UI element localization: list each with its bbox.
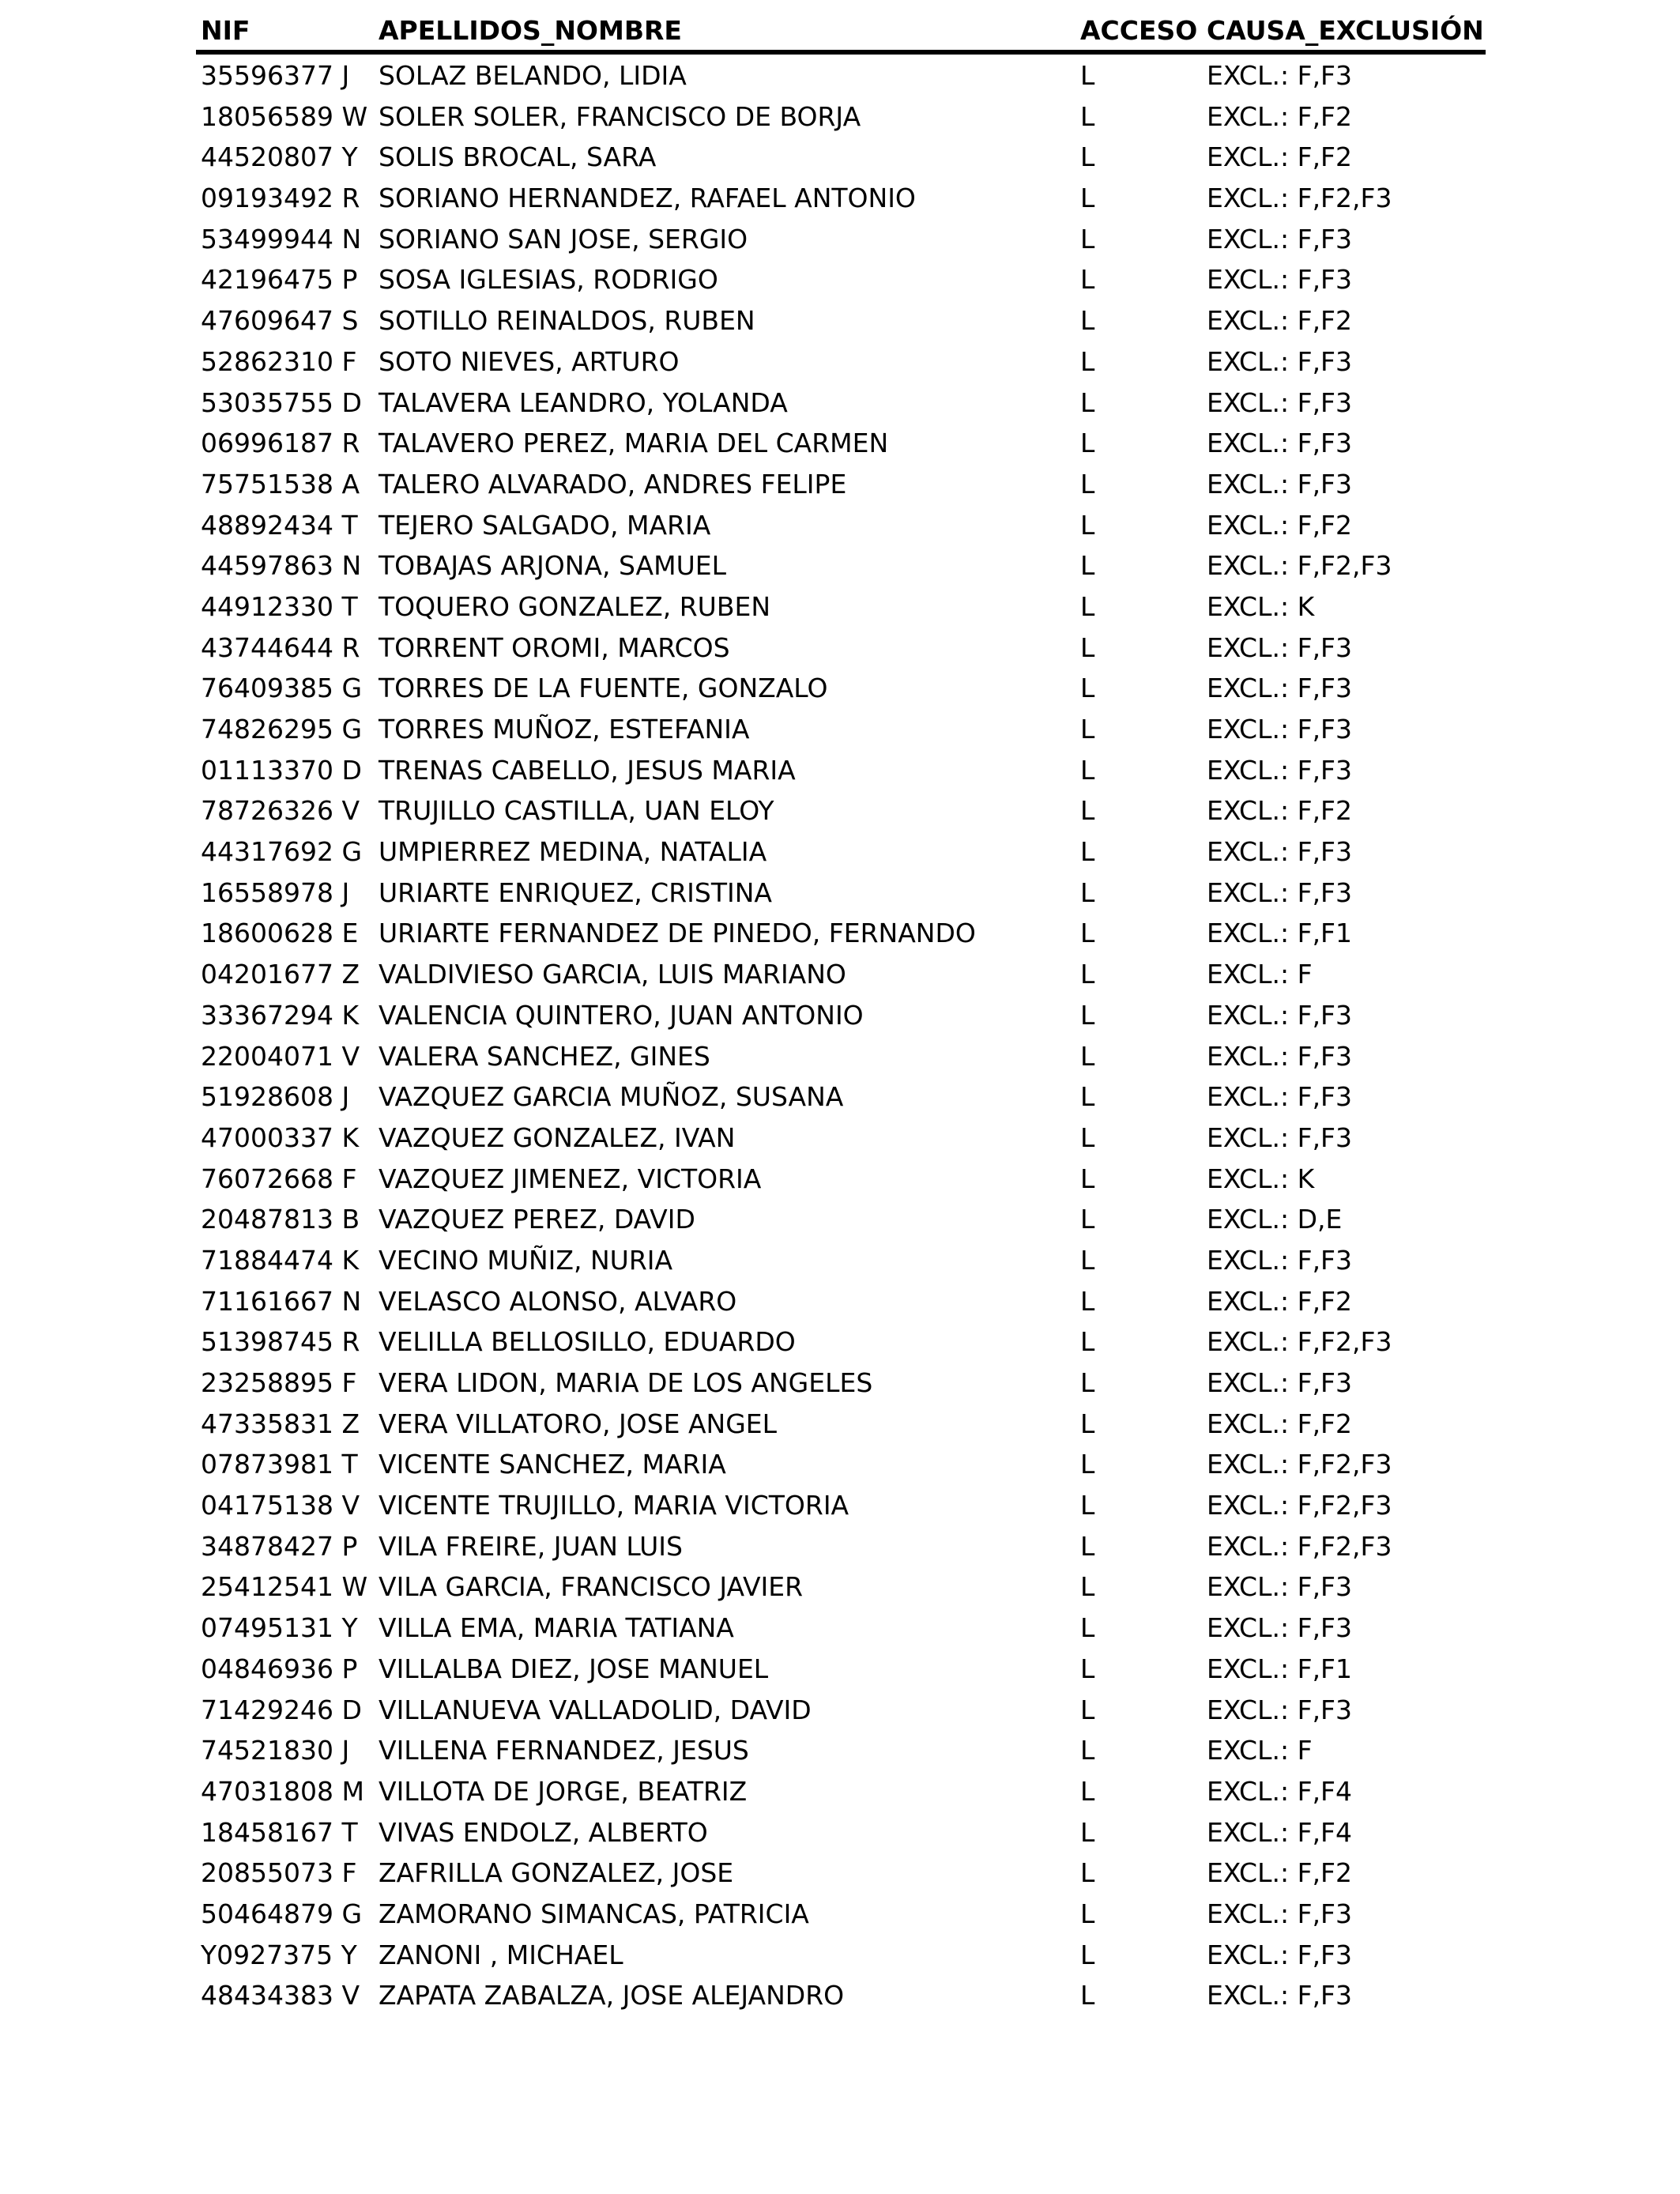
- cell-nif: 23258895 F: [201, 1367, 357, 1398]
- cell-nif: 33367294 K: [201, 999, 360, 1031]
- cell-causa-exclusion: EXCL.: F,F3: [1207, 468, 1353, 499]
- cell-causa-exclusion: EXCL.: F,F3: [1207, 714, 1353, 745]
- cell-causa-exclusion: EXCL.: F,F3: [1207, 836, 1353, 868]
- cell-causa-exclusion: EXCL.: F,F3: [1207, 754, 1353, 786]
- cell-nif: 16558978 J: [201, 876, 350, 908]
- table-row: [0, 1649, 1680, 1690]
- cell-apellidos-nombre: TOBAJAS ARJONA, SAMUEL: [379, 550, 726, 582]
- cell-apellidos-nombre: SOTILLO REINALDOS, RUBEN: [379, 305, 755, 337]
- cell-apellidos-nombre: ZAFRILLA GONZALEZ, JOSE: [379, 1857, 734, 1889]
- cell-nif: 52862310 F: [201, 345, 357, 377]
- cell-acceso: L: [1080, 1285, 1095, 1317]
- cell-causa-exclusion: EXCL.: F: [1207, 1735, 1313, 1766]
- table-row: [0, 1444, 1680, 1485]
- cell-nif: 04201677 Z: [201, 959, 360, 990]
- cell-causa-exclusion: EXCL.: F,F3: [1207, 1081, 1353, 1113]
- cell-causa-exclusion: EXCL.: F,F2: [1207, 141, 1353, 173]
- cell-causa-exclusion: EXCL.: F,F3: [1207, 1898, 1353, 1929]
- cell-nif: 07873981 T: [201, 1449, 358, 1480]
- cell-nif: 51928608 J: [201, 1081, 350, 1113]
- cell-nif: 25412541 W: [201, 1571, 368, 1603]
- table-row: [0, 1894, 1680, 1935]
- cell-apellidos-nombre: TORRES MUÑOZ, ESTEFANIA: [379, 714, 750, 745]
- table-row: [0, 586, 1680, 628]
- cell-apellidos-nombre: SORIANO SAN JOSE, SERGIO: [379, 223, 748, 254]
- table-row: [0, 423, 1680, 464]
- table-row: [0, 1566, 1680, 1608]
- cell-apellidos-nombre: VAZQUEZ JIMENEZ, VICTORIA: [379, 1163, 762, 1194]
- cell-nif: 47031808 M: [201, 1775, 364, 1807]
- cell-nif: 48892434 T: [201, 509, 358, 541]
- cell-acceso: L: [1080, 1449, 1095, 1480]
- table-row: [0, 1935, 1680, 1976]
- cell-causa-exclusion: EXCL.: F,F3: [1207, 1694, 1353, 1725]
- table-row: [0, 1076, 1680, 1118]
- cell-nif: 76409385 G: [201, 673, 363, 704]
- cell-nif: 47000337 K: [201, 1122, 360, 1153]
- table-row: [0, 96, 1680, 138]
- cell-apellidos-nombre: VILLANUEVA VALLADOLID, DAVID: [379, 1694, 812, 1725]
- cell-apellidos-nombre: VICENTE SANCHEZ, MARIA: [379, 1449, 726, 1480]
- header-apellidos-nombre: APELLIDOS_NOMBRE: [379, 15, 682, 46]
- cell-apellidos-nombre: SOSA IGLESIAS, RODRIGO: [379, 264, 718, 296]
- cell-causa-exclusion: EXCL.: F,F3: [1207, 1040, 1353, 1072]
- cell-causa-exclusion: EXCL.: F,F3: [1207, 1980, 1353, 2011]
- cell-acceso: L: [1080, 631, 1095, 663]
- cell-acceso: L: [1080, 1081, 1095, 1113]
- cell-nif: 51398745 R: [201, 1326, 360, 1358]
- table-row: [0, 1975, 1680, 2016]
- cell-causa-exclusion: EXCL.: F,F3: [1207, 673, 1353, 704]
- cell-causa-exclusion: EXCL.: F,F3: [1207, 223, 1353, 254]
- cell-acceso: L: [1080, 1653, 1095, 1684]
- table-row: [0, 913, 1680, 954]
- table-row: [0, 1730, 1680, 1771]
- header-nif: NIF: [201, 15, 250, 46]
- cell-nif: 34878427 P: [201, 1530, 358, 1562]
- header-rule: [196, 50, 1486, 55]
- cell-acceso: L: [1080, 1530, 1095, 1562]
- cell-causa-exclusion: EXCL.: F,F2: [1207, 1285, 1353, 1317]
- cell-apellidos-nombre: VAZQUEZ GARCIA MUÑOZ, SUSANA: [379, 1081, 844, 1113]
- cell-causa-exclusion: EXCL.: F,F2,F3: [1207, 550, 1392, 582]
- table-row: [0, 831, 1680, 873]
- cell-apellidos-nombre: TORRENT OROMI, MARCOS: [379, 631, 730, 663]
- cell-acceso: L: [1080, 305, 1095, 337]
- table-row: [0, 1608, 1680, 1649]
- cell-apellidos-nombre: SORIANO HERNANDEZ, RAFAEL ANTONIO: [379, 183, 916, 214]
- table-row: [0, 1159, 1680, 1200]
- cell-causa-exclusion: EXCL.: F,F2: [1207, 100, 1353, 132]
- cell-nif: 22004071 V: [201, 1040, 360, 1072]
- table-row: [0, 178, 1680, 219]
- cell-acceso: L: [1080, 1244, 1095, 1276]
- table-row: [0, 137, 1680, 178]
- table-row: [0, 1118, 1680, 1159]
- table-row: [0, 750, 1680, 791]
- cell-apellidos-nombre: VILA GARCIA, FRANCISCO JAVIER: [379, 1571, 804, 1603]
- cell-acceso: L: [1080, 1612, 1095, 1644]
- cell-nif: 04175138 V: [201, 1490, 360, 1521]
- cell-causa-exclusion: EXCL.: F,F3: [1207, 1612, 1353, 1644]
- cell-acceso: L: [1080, 1857, 1095, 1889]
- cell-causa-exclusion: EXCL.: F,F3: [1207, 264, 1353, 296]
- cell-acceso: L: [1080, 1490, 1095, 1521]
- cell-acceso: L: [1080, 1571, 1095, 1603]
- cell-causa-exclusion: EXCL.: F,F2,F3: [1207, 1326, 1392, 1358]
- cell-causa-exclusion: EXCL.: F,F3: [1207, 876, 1353, 908]
- cell-apellidos-nombre: UMPIERREZ MEDINA, NATALIA: [379, 836, 767, 868]
- cell-nif: 01113370 D: [201, 754, 362, 786]
- cell-causa-exclusion: EXCL.: F,F2: [1207, 305, 1353, 337]
- table-row: [0, 995, 1680, 1036]
- cell-apellidos-nombre: VELILLA BELLOSILLO, EDUARDO: [379, 1326, 796, 1358]
- cell-apellidos-nombre: URIARTE ENRIQUEZ, CRISTINA: [379, 876, 772, 908]
- cell-causa-exclusion: EXCL.: F,F4: [1207, 1775, 1353, 1807]
- cell-nif: 74521830 J: [201, 1735, 350, 1766]
- cell-acceso: L: [1080, 999, 1095, 1031]
- cell-acceso: L: [1080, 509, 1095, 541]
- cell-causa-exclusion: EXCL.: F,F3: [1207, 1939, 1353, 1970]
- cell-causa-exclusion: EXCL.: F: [1207, 959, 1313, 990]
- table-row: [0, 55, 1680, 96]
- cell-apellidos-nombre: VAZQUEZ PEREZ, DAVID: [379, 1204, 695, 1235]
- table-row: [0, 1526, 1680, 1567]
- cell-apellidos-nombre: VERA LIDON, MARIA DE LOS ANGELES: [379, 1367, 873, 1398]
- cell-nif: Y0927375 Y: [201, 1939, 357, 1970]
- cell-apellidos-nombre: ZAMORANO SIMANCAS, PATRICIA: [379, 1898, 809, 1929]
- cell-acceso: L: [1080, 795, 1095, 827]
- cell-causa-exclusion: EXCL.: F,F3: [1207, 631, 1353, 663]
- cell-apellidos-nombre: SOLAZ BELANDO, LIDIA: [379, 60, 687, 91]
- cell-apellidos-nombre: VERA VILLATORO, JOSE ANGEL: [379, 1408, 778, 1439]
- cell-nif: 76072668 F: [201, 1163, 357, 1194]
- table-row: [0, 954, 1680, 995]
- cell-acceso: L: [1080, 550, 1095, 582]
- cell-apellidos-nombre: TRUJILLO CASTILLA, UAN ELOY: [379, 795, 774, 827]
- cell-apellidos-nombre: ZANONI , MICHAEL: [379, 1939, 623, 1970]
- cell-nif: 20855073 F: [201, 1857, 357, 1889]
- table-row: [0, 259, 1680, 300]
- cell-nif: 71161667 N: [201, 1285, 362, 1317]
- cell-apellidos-nombre: TALAVERA LEANDRO, YOLANDA: [379, 386, 788, 418]
- cell-acceso: L: [1080, 754, 1095, 786]
- cell-acceso: L: [1080, 1898, 1095, 1929]
- cell-apellidos-nombre: TORRES DE LA FUENTE, GONZALO: [379, 673, 828, 704]
- cell-apellidos-nombre: URIARTE FERNANDEZ DE PINEDO, FERNANDO: [379, 918, 976, 949]
- cell-acceso: L: [1080, 1408, 1095, 1439]
- cell-acceso: L: [1080, 183, 1095, 214]
- table-row: [0, 1853, 1680, 1894]
- cell-causa-exclusion: EXCL.: F,F2: [1207, 1408, 1353, 1439]
- table-row: [0, 1812, 1680, 1853]
- cell-nif: 48434383 V: [201, 1980, 360, 2011]
- cell-nif: 44597863 N: [201, 550, 362, 582]
- cell-apellidos-nombre: TOQUERO GONZALEZ, RUBEN: [379, 590, 770, 622]
- cell-causa-exclusion: EXCL.: F,F2,F3: [1207, 1490, 1392, 1521]
- table-row: [0, 341, 1680, 383]
- cell-acceso: L: [1080, 1122, 1095, 1153]
- table-row: [0, 1485, 1680, 1526]
- cell-acceso: L: [1080, 468, 1095, 499]
- cell-causa-exclusion: EXCL.: F,F3: [1207, 60, 1353, 91]
- cell-causa-exclusion: EXCL.: F,F4: [1207, 1816, 1353, 1848]
- cell-acceso: L: [1080, 673, 1095, 704]
- cell-acceso: L: [1080, 876, 1095, 908]
- table-row: [0, 1036, 1680, 1077]
- cell-nif: 44912330 T: [201, 590, 358, 622]
- cell-nif: 42196475 P: [201, 264, 358, 296]
- cell-apellidos-nombre: VICENTE TRUJILLO, MARIA VICTORIA: [379, 1490, 849, 1521]
- cell-nif: 75751538 A: [201, 468, 360, 499]
- cell-apellidos-nombre: TRENAS CABELLO, JESUS MARIA: [379, 754, 796, 786]
- cell-acceso: L: [1080, 1775, 1095, 1807]
- cell-nif: 20487813 B: [201, 1204, 360, 1235]
- cell-apellidos-nombre: VILLOTA DE JORGE, BEATRIZ: [379, 1775, 748, 1807]
- table-body: [0, 55, 1680, 2016]
- table-row: [0, 1690, 1680, 1731]
- cell-nif: 53499944 N: [201, 223, 362, 254]
- table-row: [0, 1771, 1680, 1812]
- cell-acceso: L: [1080, 1939, 1095, 1970]
- cell-causa-exclusion: EXCL.: F,F3: [1207, 1244, 1353, 1276]
- cell-causa-exclusion: EXCL.: F,F3: [1207, 1122, 1353, 1153]
- cell-causa-exclusion: EXCL.: F,F3: [1207, 999, 1353, 1031]
- cell-causa-exclusion: EXCL.: K: [1207, 1163, 1315, 1194]
- cell-nif: 18458167 T: [201, 1816, 358, 1848]
- cell-causa-exclusion: EXCL.: F,F3: [1207, 1571, 1353, 1603]
- cell-acceso: L: [1080, 1735, 1095, 1766]
- cell-acceso: L: [1080, 590, 1095, 622]
- cell-acceso: L: [1080, 60, 1095, 91]
- table-row: [0, 1321, 1680, 1363]
- cell-nif: 06996187 R: [201, 428, 360, 459]
- cell-apellidos-nombre: VILA FREIRE, JUAN LUIS: [379, 1530, 683, 1562]
- cell-apellidos-nombre: TALERO ALVARADO, ANDRES FELIPE: [379, 468, 847, 499]
- table-row: [0, 1240, 1680, 1281]
- table-header: [0, 11, 1680, 51]
- cell-causa-exclusion: EXCL.: F,F2: [1207, 509, 1353, 541]
- cell-causa-exclusion: EXCL.: K: [1207, 590, 1315, 622]
- table-row: [0, 628, 1680, 669]
- cell-nif: 47609647 S: [201, 305, 359, 337]
- cell-acceso: L: [1080, 345, 1095, 377]
- cell-acceso: L: [1080, 141, 1095, 173]
- cell-apellidos-nombre: VALDIVIESO GARCIA, LUIS MARIANO: [379, 959, 846, 990]
- cell-nif: 47335831 Z: [201, 1408, 360, 1439]
- cell-causa-exclusion: EXCL.: D,E: [1207, 1204, 1343, 1235]
- cell-acceso: L: [1080, 386, 1095, 418]
- table-row: [0, 668, 1680, 709]
- cell-apellidos-nombre: VALERA SANCHEZ, GINES: [379, 1040, 710, 1072]
- cell-nif: 18056589 W: [201, 100, 368, 132]
- cell-causa-exclusion: EXCL.: F,F3: [1207, 345, 1353, 377]
- cell-acceso: L: [1080, 428, 1095, 459]
- cell-nif: 44317692 G: [201, 836, 363, 868]
- cell-apellidos-nombre: TEJERO SALGADO, MARIA: [379, 509, 711, 541]
- cell-acceso: L: [1080, 223, 1095, 254]
- table-row: [0, 505, 1680, 546]
- cell-apellidos-nombre: VILLALBA DIEZ, JOSE MANUEL: [379, 1653, 769, 1684]
- cell-causa-exclusion: EXCL.: F,F3: [1207, 428, 1353, 459]
- cell-nif: 43744644 R: [201, 631, 360, 663]
- cell-causa-exclusion: EXCL.: F,F3: [1207, 386, 1353, 418]
- cell-nif: 35596377 J: [201, 60, 350, 91]
- cell-acceso: L: [1080, 1816, 1095, 1848]
- cell-causa-exclusion: EXCL.: F,F2,F3: [1207, 1449, 1392, 1480]
- header-acceso: ACCESO: [1080, 15, 1198, 46]
- cell-acceso: L: [1080, 959, 1095, 990]
- cell-causa-exclusion: EXCL.: F,F2: [1207, 795, 1353, 827]
- cell-nif: 18600628 E: [201, 918, 359, 949]
- cell-nif: 09193492 R: [201, 183, 360, 214]
- cell-acceso: L: [1080, 918, 1095, 949]
- cell-causa-exclusion: EXCL.: F,F3: [1207, 1367, 1353, 1398]
- header-causa-exclusion: CAUSA_EXCLUSIÓN: [1207, 15, 1484, 46]
- table-row: [0, 790, 1680, 831]
- cell-apellidos-nombre: VELASCO ALONSO, ALVARO: [379, 1285, 737, 1317]
- table-row: [0, 1363, 1680, 1404]
- cell-acceso: L: [1080, 1980, 1095, 2011]
- cell-nif: 44520807 Y: [201, 141, 358, 173]
- table-row: [0, 383, 1680, 424]
- cell-apellidos-nombre: TALAVERO PEREZ, MARIA DEL CARMEN: [379, 428, 889, 459]
- table-row: [0, 464, 1680, 505]
- cell-nif: 07495131 Y: [201, 1612, 358, 1644]
- table-row: [0, 1199, 1680, 1240]
- cell-acceso: L: [1080, 1204, 1095, 1235]
- cell-causa-exclusion: EXCL.: F,F1: [1207, 918, 1353, 949]
- cell-apellidos-nombre: VAZQUEZ GONZALEZ, IVAN: [379, 1122, 736, 1153]
- table-row: [0, 709, 1680, 750]
- cell-apellidos-nombre: SOLER SOLER, FRANCISCO DE BORJA: [379, 100, 861, 132]
- cell-acceso: L: [1080, 1694, 1095, 1725]
- cell-causa-exclusion: EXCL.: F,F2,F3: [1207, 183, 1392, 214]
- cell-apellidos-nombre: SOLIS BROCAL, SARA: [379, 141, 657, 173]
- table-row: [0, 1281, 1680, 1322]
- cell-acceso: L: [1080, 1367, 1095, 1398]
- cell-acceso: L: [1080, 1163, 1095, 1194]
- cell-acceso: L: [1080, 1040, 1095, 1072]
- cell-apellidos-nombre: VILLA EMA, MARIA TATIANA: [379, 1612, 734, 1644]
- table-row: [0, 1404, 1680, 1445]
- table-row: [0, 545, 1680, 586]
- cell-causa-exclusion: EXCL.: F,F2: [1207, 1857, 1353, 1889]
- cell-apellidos-nombre: ZAPATA ZABALZA, JOSE ALEJANDRO: [379, 1980, 845, 2011]
- table-row: [0, 300, 1680, 341]
- cell-nif: 53035755 D: [201, 386, 362, 418]
- cell-causa-exclusion: EXCL.: F,F2,F3: [1207, 1530, 1392, 1562]
- cell-acceso: L: [1080, 264, 1095, 296]
- table-row: [0, 873, 1680, 914]
- cell-apellidos-nombre: SOTO NIEVES, ARTURO: [379, 345, 680, 377]
- cell-acceso: L: [1080, 714, 1095, 745]
- cell-nif: 78726326 V: [201, 795, 360, 827]
- cell-apellidos-nombre: VIVAS ENDOLZ, ALBERTO: [379, 1816, 708, 1848]
- cell-apellidos-nombre: VALENCIA QUINTERO, JUAN ANTONIO: [379, 999, 864, 1031]
- cell-apellidos-nombre: VILLENA FERNANDEZ, JESUS: [379, 1735, 749, 1766]
- cell-acceso: L: [1080, 100, 1095, 132]
- table-row: [0, 219, 1680, 260]
- cell-acceso: L: [1080, 1326, 1095, 1358]
- cell-nif: 50464879 G: [201, 1898, 363, 1929]
- cell-nif: 74826295 G: [201, 714, 363, 745]
- cell-acceso: L: [1080, 836, 1095, 868]
- cell-causa-exclusion: EXCL.: F,F1: [1207, 1653, 1353, 1684]
- cell-nif: 71884474 K: [201, 1244, 360, 1276]
- cell-nif: 71429246 D: [201, 1694, 362, 1725]
- cell-apellidos-nombre: VECINO MUÑIZ, NURIA: [379, 1244, 673, 1276]
- cell-nif: 04846936 P: [201, 1653, 358, 1684]
